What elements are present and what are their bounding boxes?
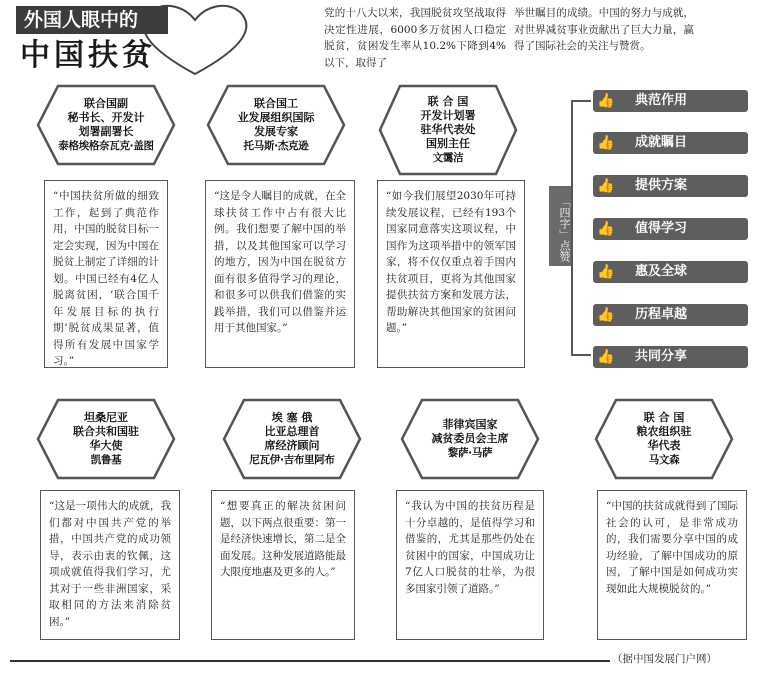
expert-title: 埃 塞 俄: [271, 411, 313, 424]
expert-card-header: [222, 398, 362, 480]
expert-name: 泰格埃格奈瓦克·盖图: [58, 140, 154, 152]
expert-title: 秘书长、开发计: [67, 111, 145, 124]
footer-divider: [10, 660, 610, 662]
thumbs-up-icon: 👍: [597, 307, 615, 323]
thumbs-up-icon: 👍: [597, 135, 615, 151]
expert-title: 粮农组织驻: [636, 425, 692, 438]
expert-title: 业发展组织国际: [237, 111, 315, 124]
source-credit: （据中国发展门户网）: [612, 653, 717, 665]
expert-card-header: [36, 398, 176, 480]
tag-item: 👍 提供方案: [593, 175, 748, 197]
tag-item: 👍 惠及全球: [593, 261, 748, 283]
expert-card-header: [36, 84, 176, 166]
expert-title: 坦桑尼亚: [84, 411, 128, 424]
expert-quote: “中国的扶贫成就得到了国际社会的认可，是非常成功的，我们需要分享中国的成功经验，了解中国成功的原因，了解中国是如何成功实现如此大规模脱贫的。”: [597, 490, 747, 640]
thumbs-up-icon: 👍: [597, 264, 615, 280]
tag-item: 👍 历程卓越: [593, 304, 748, 326]
expert-quote: “如今我们展望2030年可持续发展议程，已经有193个国家同意落实这项议程，中国作为这项举措中的领军国家，将不仅仅重点着手国内扶贫项目，更将为其他国家提供扶贫方案和发展方法，帮助解决其他国家的贫困问题。”: [377, 180, 525, 368]
expert-title: 联合共和国驻: [73, 425, 139, 438]
expert-title: 联合国副: [84, 97, 128, 110]
expert-name: 黎萨·马萨: [447, 447, 493, 459]
expert-title: 席经济顾问: [264, 439, 320, 452]
expert-title: 发展专家: [254, 125, 298, 138]
expert-title: 菲律宾国家: [442, 418, 498, 431]
expert-title: 联合国工: [254, 97, 298, 110]
tag-item: 👍 典范作用: [593, 90, 748, 112]
tag-bracket: [571, 100, 591, 356]
expert-card-header: [400, 398, 540, 480]
expert-title: 比亚总理首: [264, 425, 320, 438]
expert-title: 华大使: [89, 439, 123, 452]
thumbs-up-icon: 👍: [597, 93, 615, 109]
page-title: 中国扶贫: [20, 38, 156, 73]
thumbs-up-icon: 👍: [597, 221, 615, 237]
tag-item: 👍 成就瞩目: [593, 132, 748, 154]
expert-title: 华代表: [647, 439, 681, 452]
expert-card-header: [378, 84, 518, 166]
expert-title: 联 合 国: [427, 95, 469, 108]
expert-quote: “中国扶贫所做的细致工作，起到了典范作用，中国的脱贫目标一定会实现，因为中国在脱贫上制定了详细的计划。中国已经有4亿人脱离贫困，‘联合国千年发展目标的执行期’脱贫成果显著，值得所有发展中国家学习。”: [44, 180, 168, 368]
expert-name: 托马斯·杰克逊: [243, 140, 309, 152]
expert-title: 联 合 国: [643, 411, 685, 424]
expert-card-header: [594, 398, 734, 480]
header-banner: 外国人眼中的: [16, 6, 168, 34]
expert-card-header: [206, 84, 346, 166]
thumbs-up-icon: 👍: [597, 178, 615, 194]
expert-quote: “这是令人瞩目的成就，在全球扶贫工作中占有很大比例。我们想要了解中国的举措，以及其他国家可以学习的地方，因为中国在脱贫方面有很多值得学习的理论，和很多可以供我们借鉴的实践举措，我们可以借鉴并运用于其他国家。”: [205, 180, 355, 368]
expert-quote: “我认为中国的扶贫历程是十分卓越的，是值得学习和借鉴的，尤其是那些仍处在贫困中的国家，中国成功让7亿人口脱贫的壮举，为很多国家引领了道路。”: [396, 490, 544, 640]
expert-title: 减贫委员会主席: [431, 432, 509, 445]
expert-title: 开发计划署: [420, 109, 476, 122]
expert-title: 国别主任: [426, 137, 470, 150]
expert-quote: “这是一项伟大的成就，我们都对中国共产党的举措，中国共产党的成功领导，表示由衷的钦佩，这项成就值得我们学习，尤其对于一些非洲国家，采取相同的方法来消除贫困。”: [40, 490, 180, 640]
intro-text-right: 举世瞩目的成绩。中国的努力与成就，对世界减贫事业贡献出了巨大力量，赢得了国际社会的关注与赞赏。: [514, 7, 694, 52]
tag-group-label: 「四字」点赞: [549, 186, 571, 266]
expert-name: 马文森: [648, 454, 680, 466]
expert-name: 凯鲁基: [90, 454, 122, 466]
expert-title: 驻华代表处: [420, 123, 476, 136]
expert-name: 尼瓦伊·吉布里阿布: [249, 454, 335, 466]
expert-name: 文霭洁: [432, 152, 464, 164]
intro-text-left: 党的十八大以来，我国脱贫攻坚战取得决定性进展，6000多万贫困人口稳定脱贫，贫困发生率从10.2%下降到4%以下，取得了: [324, 7, 506, 69]
expert-quote: “想要真正的解决贫困问题，以下两点很重要：第一是经济快速增长，第二是全面发展。这种发展道路能最大限度地惠及更多的人。”: [211, 490, 355, 640]
thumbs-up-icon: 👍: [597, 349, 615, 365]
expert-title: 划署副署长: [78, 125, 134, 138]
tag-item: 👍 值得学习: [593, 218, 748, 240]
tag-item: 👍 共同分享: [593, 346, 748, 368]
